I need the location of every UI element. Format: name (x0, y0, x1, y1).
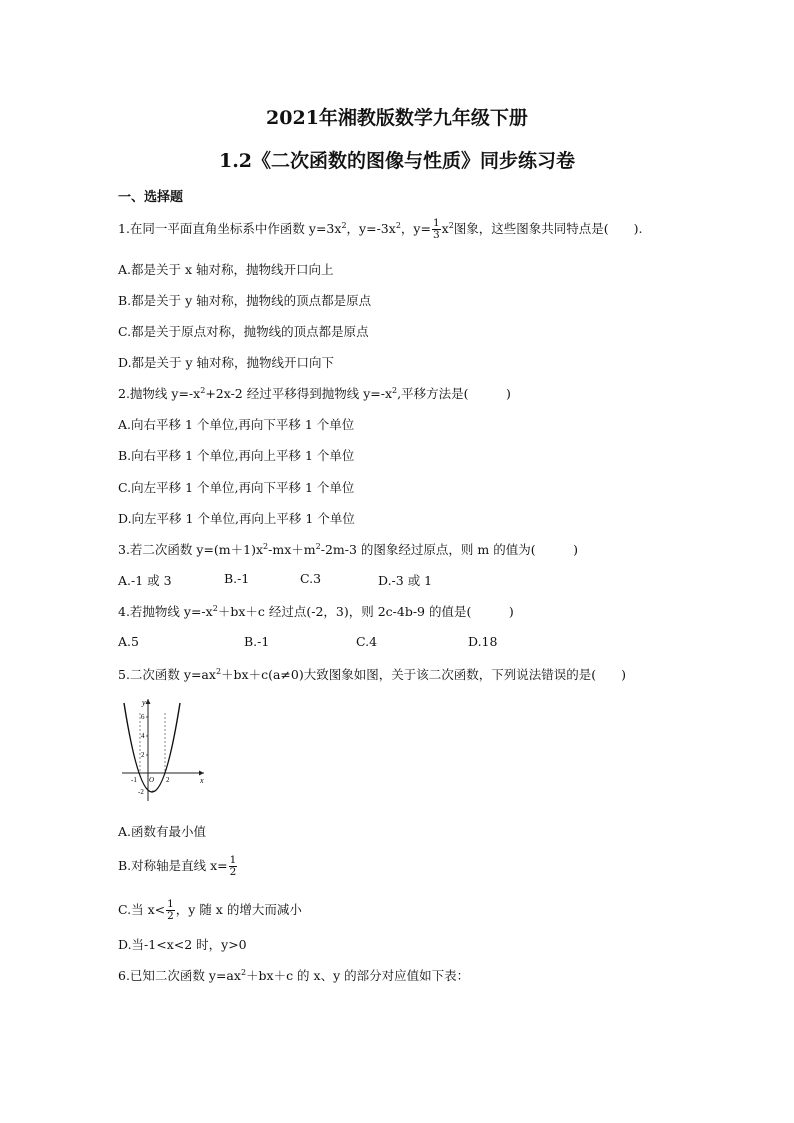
q2-option-c: C.向左平移 1 个单位,再向下平移 1 个单位 (118, 480, 355, 495)
x-tick-2: 2 (166, 776, 170, 784)
q1-option-c: C.都是关于原点对称，抛物线的顶点都是原点 (118, 324, 369, 339)
section-heading: 一、选择题 (118, 190, 184, 205)
q1-option-a: A.都是关于 x 轴对称，抛物线开口向上 (118, 262, 334, 277)
q4-option-d: D.18 (468, 634, 498, 649)
q3-option-a: A.-1 或 3 (118, 573, 172, 588)
q3-option-b: B.-1 (224, 571, 250, 586)
q5-option-c: C.当 x< $\frac{1}{2}$ ，y 随 x 的增大而减小 (118, 898, 302, 922)
y-tick-6: 6 (141, 713, 145, 721)
q4-option-b: B.-1 (244, 634, 270, 649)
q4-option-c: C.4 (356, 634, 378, 649)
y-axis-label: y (142, 698, 146, 707)
q3-option-d: D.-3 或 1 (378, 573, 433, 588)
x-tick-minus1: -1 (131, 776, 137, 784)
fraction-one-half: $\frac{1}{2}$ (167, 898, 174, 922)
q4-option-a: A.5 (118, 634, 139, 649)
y-axis-arrow (146, 699, 151, 704)
y-tick-4: 4 (141, 732, 145, 740)
parabola-graph (118, 695, 210, 805)
fraction-one-half: $\frac{1}{2}$ (229, 854, 237, 878)
question-2-stem: 2.抛物线 $y=-x^2+2x-2$ 经过平移得到抛物线 $y=-x^2$,平移方法是( ) (118, 386, 511, 401)
question-3-stem: 3.若二次函数 $y=(m+1)x^2-mx+m^2-2m-3$ 的图象经过原点，则 m 的值为( ) (118, 542, 578, 557)
q2-option-b: B.向右平移 1 个单位,再向上平移 1 个单位 (118, 448, 355, 463)
q1-option-b: B.都是关于 y 轴对称，抛物线的顶点都是原点 (118, 293, 372, 308)
question-4-stem: 4.若抛物线 $y=-x^2+bx+c$ 经过点(-2，3)，则 2c-4b-9 的值是( ) (118, 604, 514, 619)
q1-option-d: D.都是关于 y 轴对称，抛物线开口向下 (118, 355, 335, 370)
question-5-stem: 5.二次函数 $y=ax^2+bx+c(a\ne 0)$大致图象如图，关于该二次函数，下列说法错误的是( ) (118, 667, 626, 682)
x-axis-label: x (200, 776, 204, 785)
origin-label: O (149, 776, 155, 784)
q2-option-a: A.向右平移 1 个单位,再向下平移 1 个单位 (118, 417, 355, 432)
question-1-stem: 1.在同一平面直角坐标系中作函数 $y=3x^2$，$y=-3x^2$，y= $\frac{1}{3}$ $x^2$图象，这些图象共同特点是( ). (118, 217, 643, 241)
document-title: 2021年湘教版数学九年级下册 (266, 107, 528, 129)
y-tick-2: 2 (141, 751, 145, 759)
x-axis-arrow (199, 771, 204, 776)
q5-option-b: B.对称轴是直线 x= $\frac{1}{2}$ (118, 854, 237, 878)
fraction-one-third: $\frac{1}{3}$ (432, 217, 440, 241)
y-tick-minus2: -2 (138, 788, 144, 796)
q5-option-d: D.当-1<x<2 时，y>0 (118, 937, 247, 952)
q3-option-c: C.3 (300, 571, 322, 586)
q2-option-d: D.向左平移 1 个单位,再向上平移 1 个单位 (118, 511, 355, 526)
question-6-stem: 6.已知二次函数 $y=ax^2+bx+c$ 的 x、y 的部分对应值如下表： (118, 968, 470, 983)
document-subtitle: 1.2《二次函数的图像与性质》同步练习卷 (218, 150, 576, 172)
q5-option-a: A.函数有最小值 (118, 824, 207, 839)
